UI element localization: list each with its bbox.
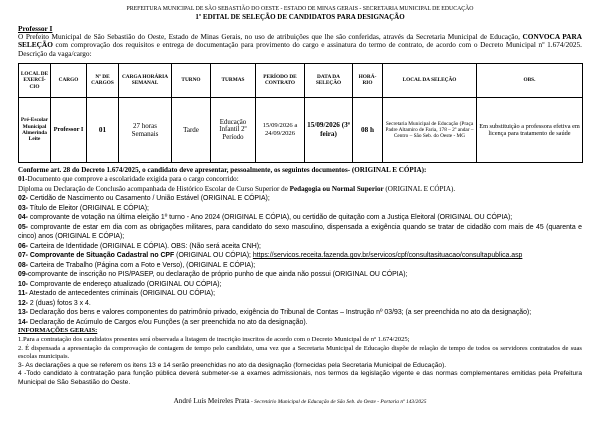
document-item-number: 01- [18, 175, 28, 184]
documents-list [18, 166, 582, 328]
signature-role: - Secretário Municipal de Educação de São Seb. do Oeste - Portaria nº 143/2025 [249, 398, 427, 405]
document-item-text: (ORIGINAL OU CÓPIA); [174, 252, 253, 260]
table-header-row [19, 63, 583, 97]
col-header-horario: HORÁ-RIO [353, 63, 383, 97]
signature [18, 394, 582, 407]
document-item-number: 02- [18, 195, 28, 203]
general-info-item-3: 3- As declarações a que se referem os itens 13 e 14 serão preenchidas no ato da designação (fornecidas pela Secretaria Municipal de Educação). [18, 361, 447, 369]
intro-paragraph [18, 33, 582, 58]
document-item-number: 12- [18, 299, 28, 307]
document-item-text: Carteira de Trabalho (Página com a Foto e Verso), (ORIGINAL E CÓPIA); [27, 261, 256, 269]
document-item-text: Título de Eleitor (ORIGINAL E CÓPIA); [27, 204, 149, 212]
document-item-04 [18, 213, 582, 223]
position-title: Professor I [18, 24, 53, 33]
prefeitura-header: PREFEITURA MUNICIPAL DE SÃO SEBASTIÃO DO OESTE - ESTADO DE MINAS GERAIS - SECRETARIA MUNICIPAL DE EDUCAÇÃO [126, 6, 474, 12]
cell-carga-horaria: 27 horas Semanais [119, 97, 172, 162]
cell-data-selecao: 15/09/2026 (3ª feira) [305, 97, 353, 162]
document-item-text: Comprovante de endereço atualizado (ORIGINAL OU CÓPIA); [27, 280, 222, 288]
document-item-11 [18, 289, 582, 299]
col-header-carga-horaria: CARGA HORÁRIA SEMANAL [119, 63, 172, 97]
document-item-number: 14- [18, 318, 28, 326]
cell-local-selecao: Secretaria Municipal de Educação (Praça Padre Altamiro de Faria, 178 – 2º andar – Centro – São Seb. do Oeste - MG [383, 97, 477, 162]
cell-local-exercicio: Pré-Escolar Municipal Almerinda Leite [19, 97, 51, 162]
cell-turno: Tarde [172, 97, 211, 162]
cell-turmas: Educação Infantil 2º Período [211, 97, 256, 162]
cell-cargo: Professor I [51, 97, 87, 162]
document-item-number: 07- [18, 252, 28, 260]
general-info-title: INFORMAÇÕES GERAIS: [18, 327, 98, 335]
cell-periodo: 15/09/2026 a 24/09/2026 [256, 97, 305, 162]
document-item-text: comprovante de estar em dia com as obrigações militares, para candidato do sexo masculino, dispensada a exigência quando se tratar de cidadão com mais de 45 (quarenta e cinco) anos (ORIGINAL E CÓPIA); [18, 223, 582, 241]
general-info-item-4: 4 -Todo candidato à contratação para função pública deverá submeter-se a exames admissionais, nos termos da legislação vigente e das normas complementares emitidas pela Prefeitura Municipal de São Sebastião do Oeste. [18, 370, 582, 386]
document-item-number: 10- [18, 280, 28, 288]
document-item-text: Certidão de Nascimento ou Casamento / União Estável (ORIGINAL E CÓPIA); [27, 195, 270, 203]
document-item-detail-emphasis: Pedagogia ou Normal Superior [289, 184, 384, 193]
intro-convoca-emphasis: CONVOCA PARA SELEÇÃO [18, 32, 582, 50]
document-item-text: Documento que comprove a escolaridade exigida para o cargo concorrido: [27, 175, 239, 184]
edital-title: 1º EDITAL DE SELEÇÃO DE CANDIDATOS PARA DESIGNAÇÃO [195, 13, 405, 21]
document-item-12 [18, 299, 582, 309]
document-content [18, 5, 582, 407]
document-item-01-detail [18, 185, 582, 195]
document-item-05 [18, 223, 582, 242]
col-header-data-selecao: DATA DA SELEÇÃO [305, 63, 353, 97]
col-header-obs: OBS. [477, 63, 583, 97]
intro-text-start: O Prefeito Municipal de São Sebastião do Oeste, Estado de Minas Gerais, no uso de atribuições que lhe são conferidas, através da Secretaria Municipal de Educação, [18, 32, 523, 41]
document-item-text: 2 (duas) fotos 3 x 4. [27, 299, 91, 307]
document-item-number: 08- [18, 261, 28, 269]
general-info-item-2: 2. É dispensada a apresentação da comprovação de contagem de tempo pelo candidato, uma vez que a Secretaria Municipal de Educação dispõe de relação de tempo de todos os servidores contratados de suas escolas municipais. [18, 344, 582, 361]
cpf-consulta-link[interactable]: https://servicos.receita.fazenda.gov.br/servicos/cpf/consultasituacao/consultapublica.asp [252, 252, 523, 260]
document-item-number: 06- [18, 242, 28, 250]
vacancy-table [18, 63, 583, 163]
document-item-number: 05- [18, 223, 28, 231]
document-item-14 [18, 318, 582, 328]
document-item-number: 03- [18, 204, 28, 212]
document-item-text: Carteira de Identidade (ORIGINAL E CÓPIA). OBS: (Não será aceita CNH); [27, 242, 261, 250]
col-header-cargo: CARGO [51, 63, 87, 97]
document-item-09 [18, 270, 582, 280]
cell-horario: 08 h [353, 97, 383, 162]
document-item-text: Declaração dos bens e valores componentes do patrimônio privado, exigência do Tribunal de Contas – Instrução nº 03/93; (a ser preenchida no ato da designação); [27, 309, 532, 317]
signature-name: André Luís Meireles Prata [173, 396, 250, 405]
col-header-local-exercicio: LOCAL DE EXERCÍ-CIO [19, 63, 51, 97]
document-item-number: 04- [18, 214, 28, 222]
document-item-01 [18, 175, 582, 185]
document-item-06 [18, 242, 582, 252]
documents-intro: Conforme art. 28 do Decreto 1.674/2025, o candidato deve apresentar, pessoalmente, os seguintes documentos- (ORIGINAL E CÓPIA): [18, 165, 427, 174]
document-item-number: 13- [18, 309, 28, 317]
col-header-local-selecao: LOCAL DA SELEÇÃO [383, 63, 477, 97]
document-item-text: comprovante de inscrição no PIS/PASEP, ou declaração de próprio punho de que ainda não possui (ORIGINAL OU CÓPIA); [27, 271, 408, 279]
cell-obs: Em substituição a professora efetiva em licença para tratamento de saúde [477, 97, 583, 162]
general-info-item-1: 1.Para a contratação dos candidatos presentes será observada a listagem de inscrição inscritos de acordo com o Decreto Municipal de nº 1.674/2025; [18, 335, 410, 343]
document-item-08 [18, 261, 582, 271]
cell-num-cargos: 01 [87, 97, 119, 162]
document-item-number: 09- [18, 271, 28, 279]
col-header-num-cargos: Nº DE CARGOS [87, 63, 119, 97]
document-item-detail-end: (ORIGINAL E CÓPIA). [383, 184, 456, 193]
document-item-detail-start: Diploma ou Declaração de Conclusão acompanhada de Histórico Escolar de Curso Superior de [18, 184, 290, 193]
document-item-text: Declaração de Acúmulo de Cargos e/ou Funções (a ser preenchida no ato da designação). [27, 318, 308, 326]
col-header-turmas: TURMAS [211, 63, 256, 97]
document-item-03 [18, 204, 582, 214]
document-item-10 [18, 280, 582, 290]
col-header-turno: TURNO [172, 63, 211, 97]
col-header-periodo: PERÍODO DE CONTRATO [256, 63, 305, 97]
document-item-13 [18, 308, 582, 318]
general-info-section [18, 327, 582, 387]
document-item-07 [18, 251, 582, 261]
document-item-emphasis: Comprovante de Situação Cadastral no CPF [27, 252, 175, 260]
intro-text-end: com comprovação dos requisitos e entrega de documentação para provimento do cargo e assinatura do termo de contrato, de acordo com o Decreto Municipal nº 1.674/2025. Descrição da vaga/cargo: [18, 40, 582, 58]
table-row [19, 97, 583, 162]
document-item-number: 11- [18, 290, 28, 298]
document-item-text: Atestado de antecedentes criminais (ORIGINAL OU CÓPIA); [27, 290, 215, 298]
document-item-text: comprovante de votação na última eleição 1º turno - Ano 2024 (ORIGINAL E CÓPIA), ou certidão de quitação com a Justiça Eleitoral (ORIGINAL OU CÓPIA); [27, 214, 513, 222]
document-item-02 [18, 194, 582, 204]
